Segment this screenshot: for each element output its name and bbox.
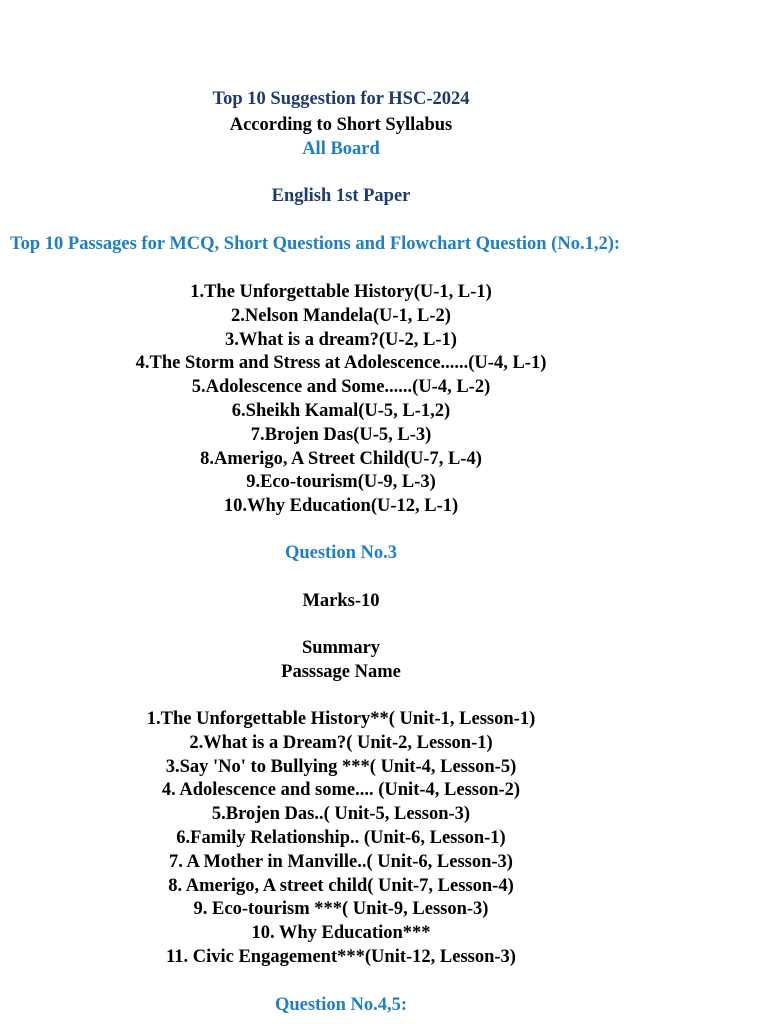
board-label: All Board	[302, 139, 380, 159]
list-item: 2.What is a Dream?( Unit-2, Lesson-1)	[189, 732, 493, 753]
list-item: 7.Brojen Das(U-5, L-3)	[250, 424, 432, 445]
list-item: 11. Civic Engagement***(Unit-12, Lesson-3)	[166, 946, 516, 967]
list-item: 3.What is a dream?(U-2, L-1)	[225, 329, 457, 350]
passages-heading: Top 10 Passages for MCQ, Short Questions and Flowchart Question (No.1,2):	[10, 234, 621, 254]
list-item: 5.Brojen Das..( Unit-5, Lesson-3)	[211, 804, 471, 825]
document-subtitle: According to Short Syllabus	[229, 115, 453, 135]
question3-marks: Marks-10	[302, 591, 380, 611]
list-item: 6.Family Relationship.. (Unit-6, Lesson-1)	[176, 827, 506, 848]
list-item: 7. A Mother in Manville..( Unit-6, Lesson-3)	[169, 851, 513, 872]
list-item: 4. Adolescence and some.... (Unit-4, Lesson-2)	[161, 780, 521, 801]
list-item: 9. Eco-tourism ***( Unit-9, Lesson-3)	[193, 899, 489, 920]
list-item: 6.Sheikh Kamal(U-5, L-1,2)	[231, 400, 451, 421]
list-item: 5.Adolescence and Some......(U-4, L-2)	[191, 377, 491, 398]
list-item: 8. Amerigo, A street child( Unit-7, Lesson-4)	[168, 875, 514, 896]
list-item: 9.Eco-tourism(U-9, L-3)	[246, 472, 436, 493]
list-item: 2.Nelson Mandela(U-1, L-2)	[231, 305, 451, 326]
list-item: 4.The Storm and Stress at Adolescence......(U-4, L-1)	[135, 353, 547, 374]
question3-passage-label: Passsage Name	[281, 662, 401, 682]
question3-list	[0, 708, 682, 970]
subject-heading: English 1st Paper	[271, 186, 411, 206]
question3-type: Summary	[301, 638, 381, 658]
list-item: 10.Why Education(U-12, L-1)	[223, 496, 459, 517]
list-item: 1.The Unforgettable History**( Unit-1, Lesson-1)	[146, 709, 536, 729]
document-title: Top 10 Suggestion for HSC-2024	[212, 89, 470, 109]
list-item: 8.Amerigo, A Street Child(U-7, L-4)	[200, 448, 482, 469]
question3-heading: Question No.3	[284, 543, 398, 563]
question45-heading: Question No.4,5:	[274, 995, 408, 1015]
passages-list	[0, 281, 682, 519]
list-item: 3.Say 'No' to Bullying ***( Unit-4, Lesson-5)	[165, 756, 517, 777]
list-item: 10. Why Education***	[251, 923, 431, 944]
list-item: 1.The Unforgettable History(U-1, L-1)	[190, 282, 492, 302]
